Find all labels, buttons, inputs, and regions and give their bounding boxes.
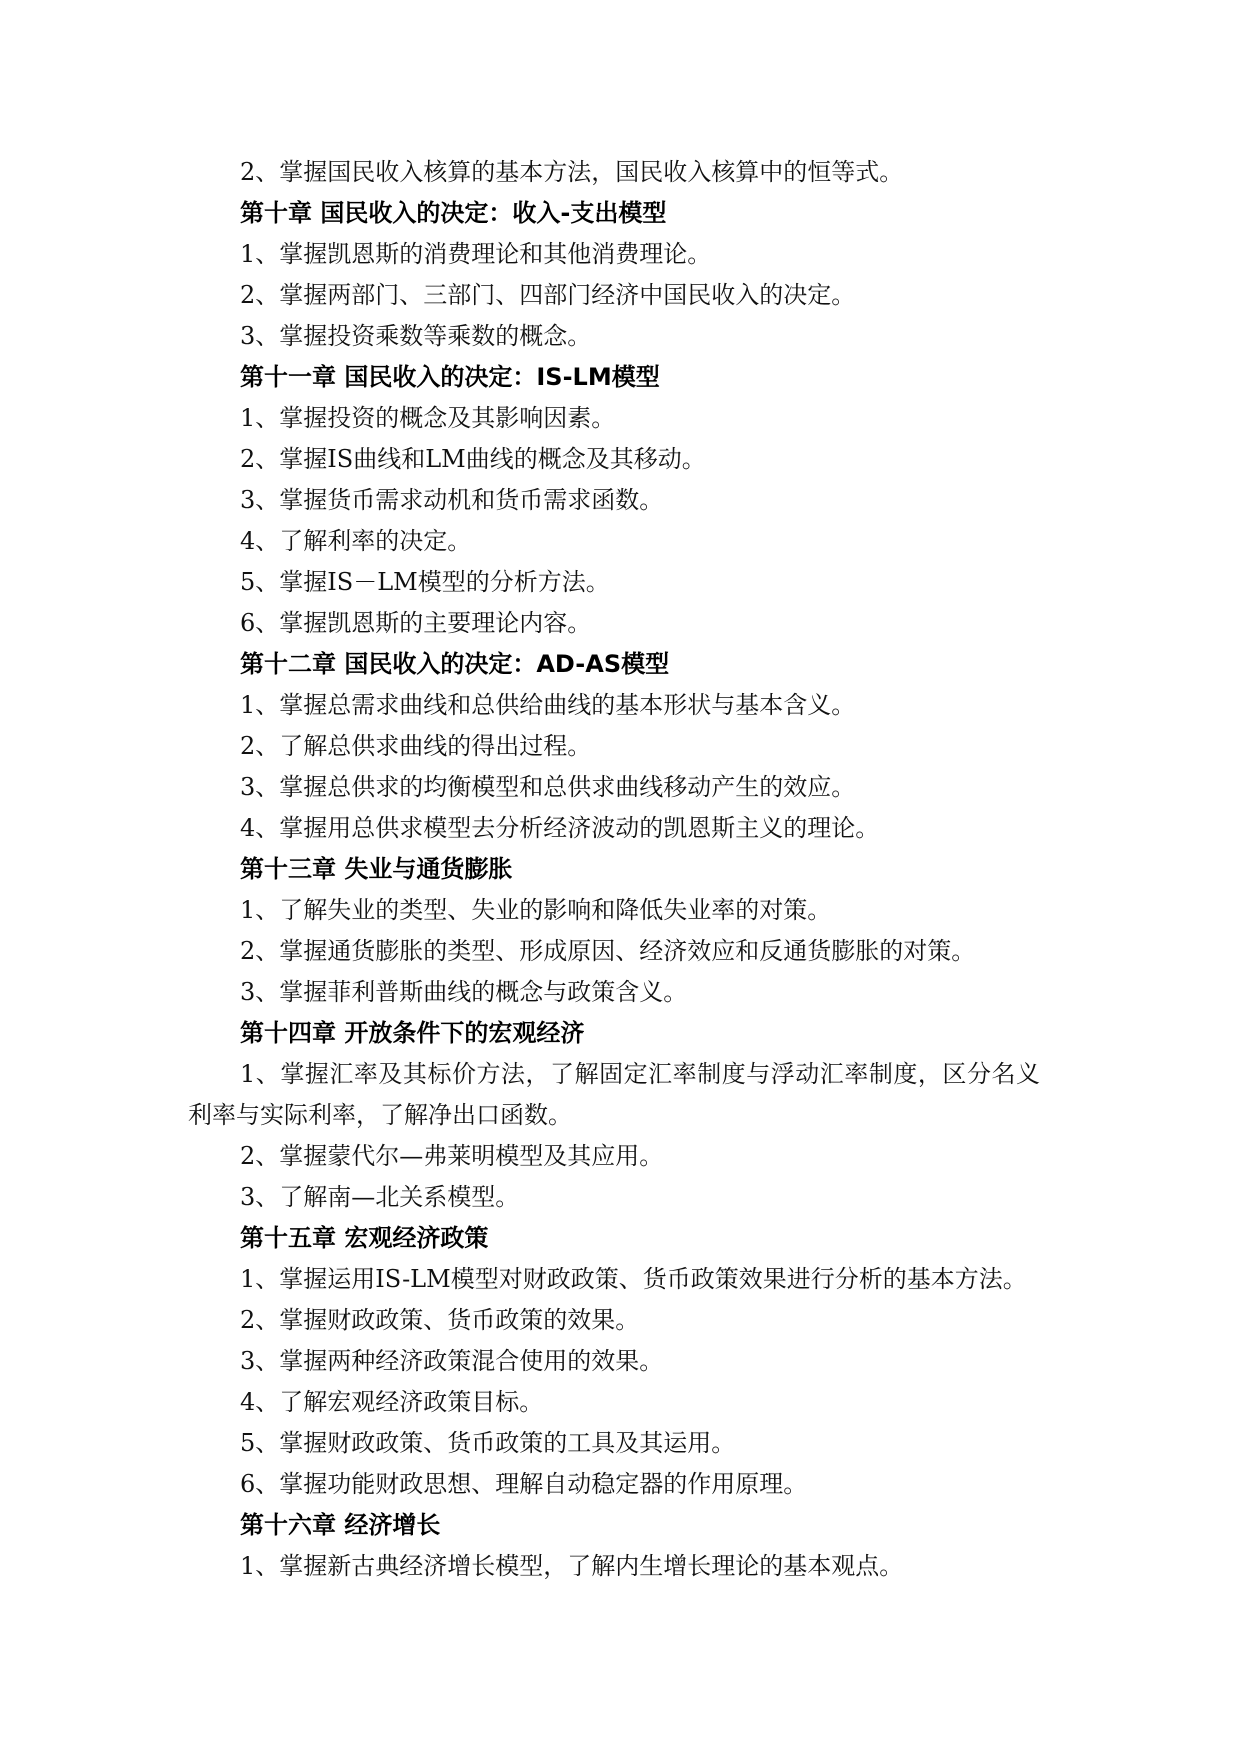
study-point: 6、掌握功能财政思想、理解自动稳定器的作用原理。 [240,1470,808,1498]
study-point: 1、掌握投资的概念及其影响因素。 [240,404,616,432]
study-point: 1、掌握总需求曲线和总供给曲线的基本形状与基本含义。 [240,691,856,719]
study-point: 2、掌握国民收入核算的基本方法，国民收入核算中的恒等式。 [240,158,904,186]
study-point: 1、掌握运用IS-LM模型对财政政策、货币政策效果进行分析的基本方法。 [240,1265,1027,1293]
study-point: 2、掌握财政政策、货币政策的效果。 [240,1306,640,1334]
study-point: 2、掌握通货膨胀的类型、形成原因、经济效应和反通货膨胀的对策。 [240,937,976,965]
study-point: 2、掌握蒙代尔—弗莱明模型及其应用。 [240,1142,664,1170]
study-point: 3、掌握菲利普斯曲线的概念与政策含义。 [240,978,688,1006]
study-point: 3、掌握两种经济政策混合使用的效果。 [240,1347,664,1375]
study-point: 3、掌握总供求的均衡模型和总供求曲线移动产生的效应。 [240,773,856,801]
study-point: 4、掌握用总供求模型去分析经济波动的凯恩斯主义的理论。 [240,814,880,842]
chapter-heading: 第十三章 失业与通货膨胀 [240,855,513,883]
study-point: 3、掌握投资乘数等乘数的概念。 [240,322,592,350]
study-point: 6、掌握凯恩斯的主要理论内容。 [240,609,592,637]
chapter-heading: 第十一章 国民收入的决定：IS-LM模型 [240,363,660,391]
chapter-heading: 第十六章 经济增长 [240,1511,441,1539]
study-point: 2、了解总供求曲线的得出过程。 [240,732,592,760]
study-point: 4、了解宏观经济政策目标。 [240,1388,544,1416]
study-point: 5、掌握财政政策、货币政策的工具及其运用。 [240,1429,736,1457]
document-body [188,152,1040,1587]
study-point: 2、掌握IS曲线和LM曲线的概念及其移动。 [240,445,706,473]
study-point: 1、掌握汇率及其标价方法，了解固定汇率制度与浮动汇率制度，区分名义利率与实际利率，了解净出口函数。 [188,1060,1040,1129]
study-point: 5、掌握IS－LM模型的分析方法。 [240,568,610,596]
study-point: 1、了解失业的类型、失业的影响和降低失业率的对策。 [240,896,832,924]
study-point: 4、了解利率的决定。 [240,527,472,555]
study-point: 3、了解南—北关系模型。 [240,1183,520,1211]
study-point: 3、掌握货币需求动机和货币需求函数。 [240,486,664,514]
chapter-heading: 第十四章 开放条件下的宏观经济 [240,1019,585,1047]
chapter-heading: 第十二章 国民收入的决定：AD-AS模型 [240,650,670,678]
chapter-heading: 第十五章 宏观经济政策 [240,1224,489,1252]
study-point: 2、掌握两部门、三部门、四部门经济中国民收入的决定。 [240,281,856,309]
study-point: 1、掌握新古典经济增长模型，了解内生增长理论的基本观点。 [240,1552,904,1580]
chapter-heading: 第十章 国民收入的决定：收入-支出模型 [240,199,667,227]
study-point: 1、掌握凯恩斯的消费理论和其他消费理论。 [240,240,712,268]
